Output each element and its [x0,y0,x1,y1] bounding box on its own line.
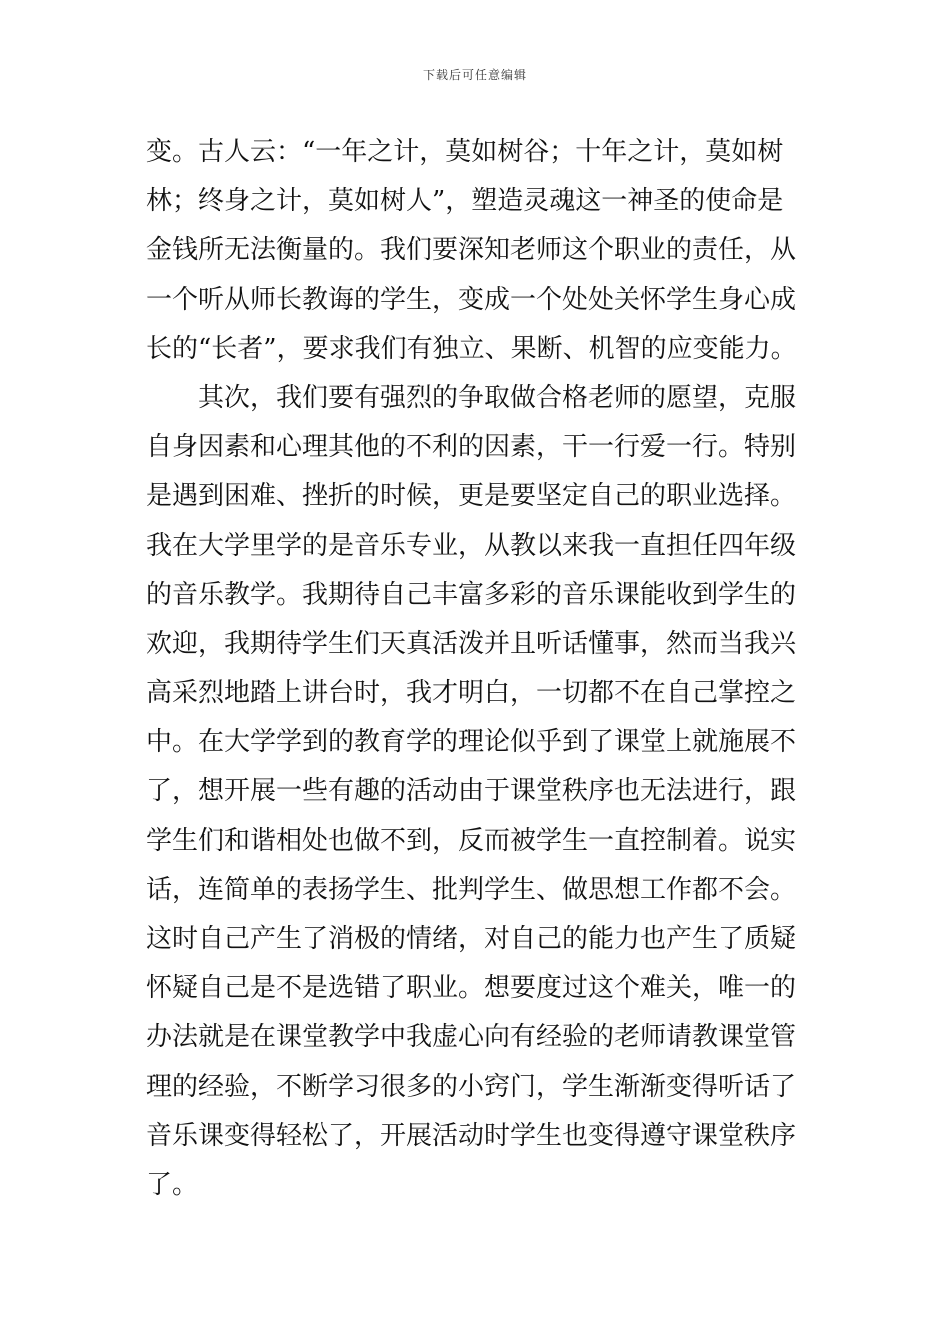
text-line: 这时自己产生了消极的情绪，对自己的能力也产生了质疑 [146,924,797,954]
text-line: 的音乐教学。我期待自己丰富多彩的音乐课能收到学生的 [146,579,797,610]
text-line: 林；终身之计，莫如树人”，塑造灵魂这一神圣的使命是 [146,186,784,217]
text-line: 高采烈地踏上讲台时，我才明白，一切都不在自己掌控之 [146,678,797,709]
text-line: 办法就是在课堂教学中我虚心向有经验的老师请教课堂管 [146,1022,797,1053]
text-line: 理的经验，不断学习很多的小窍门，学生渐渐变得听话了 [146,1071,797,1102]
text-line: 我在大学里学的是音乐专业，从教以来我一直担任四年级 [146,530,797,561]
text-line: 变。古人云：“一年之计，莫如树谷；十年之计，莫如树 [146,137,784,167]
text-line: 自身因素和心理其他的不利的因素，干一行爱一行。特别 [146,432,797,463]
page-header: 下载后可任意编辑 [422,68,527,82]
text-line: 音乐课变得轻松了，开展活动时学生也变得遵守课堂秩序 [146,1120,797,1151]
text-line: 了，想开展一些有趣的活动由于课堂秩序也无法进行，跟 [146,776,797,807]
text-line: 其次，我们要有强烈的争取做合格老师的愿望，克服 [146,382,797,413]
text-line: 欢迎，我期待学生们天真活泼并且听话懂事，然而当我兴 [146,628,797,659]
text-line: 学生们和谐相处也做不到，反而被学生一直控制着。说实 [146,825,797,856]
text-line: 一个听从师长教诲的学生，变成一个处处关怀学生身心成 [146,284,797,315]
text-line: 是遇到困难、挫折的时候，更是要坚定自己的职业选择。 [146,481,797,512]
text-line: 话，连简单的表扬学生、批判学生、做思想工作都不会。 [146,874,797,905]
text-line: 长的“长者”，要求我们有独立、果断、机智的应变能力。 [146,333,797,364]
text-line: 怀疑自己是不是选错了职业。想要度过这个难关，唯一的 [146,973,797,1004]
text-line: 中。在大学学到的教育学的理论似乎到了课堂上就施展不 [146,727,797,758]
text-line: 了。 [146,1169,199,1200]
body-text [146,128,810,1210]
text-line: 金钱所无法衡量的。我们要深知老师这个职业的责任，从 [146,235,797,266]
